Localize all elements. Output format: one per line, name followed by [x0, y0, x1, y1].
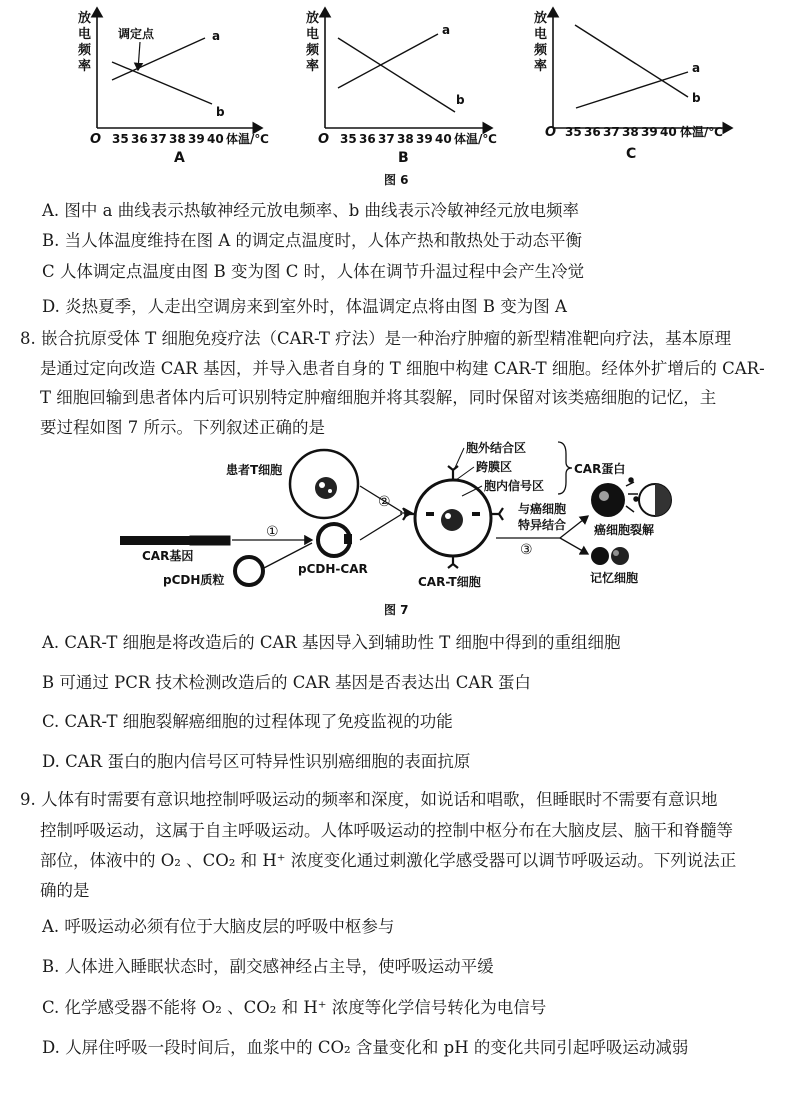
- origin-label: O: [545, 125, 557, 140]
- y-label-char: 电: [306, 27, 320, 42]
- origin-label: O: [90, 132, 102, 147]
- tick-label: 35: [565, 125, 582, 139]
- transmembrane-label: 跨膜区: [476, 460, 513, 474]
- x-axis-label: 体温/℃: [454, 132, 497, 146]
- set-point-label: 调定点: [118, 27, 155, 41]
- q9-stem-line: 控制呼吸运动，这属于自主呼吸运动。人体呼吸运动的控制中枢分布在大脑皮层、脑干和脊髓等: [40, 821, 733, 840]
- figure-6: [0, 0, 800, 190]
- set-point-arrow: [138, 42, 140, 70]
- y-label-char: 电: [534, 27, 548, 42]
- q8-stem-line: T 细胞回输到患者体内后可识别特定肿瘤细胞并将其裂解，同时保留对该类癌细胞的记忆，主: [40, 388, 717, 407]
- y-label-char: 率: [306, 59, 320, 74]
- tick-label: 38: [622, 125, 639, 139]
- q8-stem-line: 是通过定向改造 CAR 基因，并导入患者自身的 T 细胞中构建 CAR-T 细胞。经体外扩增后的 CAR-: [40, 359, 765, 378]
- figure-6-caption: 图 6: [384, 173, 409, 187]
- panel-b: [306, 8, 497, 166]
- curve-a: [576, 72, 688, 108]
- tick-label: 40: [660, 125, 677, 139]
- q8-option-d: D. CAR 蛋白的胞内信号区可特异性识别癌细胞的表面抗原: [42, 752, 471, 771]
- curve-a-label: a: [692, 61, 701, 75]
- tick-label: 40: [207, 132, 224, 146]
- car-t-on-cancer: [591, 483, 625, 517]
- panel-label: B: [398, 150, 409, 166]
- y-label-char: 率: [78, 59, 92, 74]
- nucleus: [315, 477, 337, 499]
- tick-label: 37: [603, 125, 620, 139]
- memory-cell: [591, 547, 609, 565]
- q9-option-d: D. 人屏住呼吸一段时间后，血浆中的 CO₂ 含量变化和 pH 的变化共同引起呼吸运动减弱: [42, 1038, 689, 1057]
- tick-label: 36: [359, 132, 376, 146]
- tick-label: 39: [416, 132, 433, 146]
- y-label-char: 放: [78, 11, 92, 26]
- q8-stem-line: 8. 嵌合抗原受体 T 细胞免疫疗法（CAR-T 疗法）是一种治疗肿瘤的新型精准靶向疗法，基本原理: [20, 329, 732, 348]
- tick-label: 39: [641, 125, 658, 139]
- q8-option-c: C. CAR-T 细胞裂解癌细胞的过程体现了免疫监视的功能: [42, 712, 453, 731]
- intracellular-label: 胞内信号区: [484, 479, 545, 493]
- tick-label: 37: [150, 132, 167, 146]
- step-1: ①: [266, 524, 279, 540]
- tick-label: 37: [378, 132, 395, 146]
- lysis-label: 癌细胞裂解: [594, 523, 655, 537]
- tick-label: 36: [584, 125, 601, 139]
- curve-a: [112, 38, 205, 80]
- tick-label: 35: [340, 132, 357, 146]
- q8-stem-line: 要过程如图 7 所示。下列叙述正确的是: [40, 418, 325, 437]
- car-protein-label: CAR蛋白: [574, 462, 626, 476]
- q9-stem-line: 确的是: [40, 881, 90, 900]
- q9-stem-line: 部位，体液中的 O₂ 、CO₂ 和 H⁺ 浓度变化通过刺激化学感受器可以调节呼吸运动。下列说法正: [40, 851, 737, 870]
- curve-b: [112, 62, 212, 104]
- tick-label: 38: [169, 132, 186, 146]
- tick-label: 39: [188, 132, 205, 146]
- tick-label: 38: [397, 132, 414, 146]
- q7-option-b: B. 当人体温度维持在图 A 的调定点温度时，人体产热和散热处于动态平衡: [42, 231, 583, 250]
- panel-label: A: [174, 150, 185, 166]
- plasmid-label: pCDH质粒: [163, 573, 225, 587]
- memory-cell-label: 记忆细胞: [590, 571, 639, 585]
- tick-label: 36: [131, 132, 148, 146]
- figure-7: [0, 436, 800, 626]
- y-label-char: 频: [534, 43, 548, 58]
- curve-b: [575, 25, 688, 97]
- curve-a-label: a: [442, 23, 451, 37]
- y-label-char: 频: [306, 43, 320, 58]
- q9-stem-line: 9. 人体有时需要有意识地控制呼吸运动的频率和深度，如说话和唱歌，但睡眠时不需要有意识地: [20, 790, 718, 809]
- y-label-char: 放: [306, 11, 320, 26]
- origin-label: O: [318, 132, 330, 147]
- q9-option-b: B. 人体进入睡眠状态时，副交感神经占主导，使呼吸运动平缓: [42, 957, 494, 976]
- x-axis-label: 体温/℃: [680, 125, 723, 139]
- car-gene-label: CAR基因: [142, 549, 194, 563]
- y-label-char: 频: [78, 43, 92, 58]
- step-2: ②: [378, 494, 391, 510]
- y-label-char: 率: [534, 59, 548, 74]
- panel-c: [534, 8, 732, 162]
- curve-a-label: a: [212, 29, 221, 43]
- brace: [558, 442, 572, 494]
- curve-b-label: b: [456, 93, 465, 107]
- y-label-char: 电: [78, 27, 92, 42]
- patient-t-cell-label: 患者T细胞: [226, 463, 283, 477]
- panel-a: [78, 8, 269, 166]
- q7-option-a: A. 图中 a 曲线表示热敏神经元放电频率、b 曲线表示冷敏神经元放电频率: [42, 201, 580, 220]
- q8-option-b: B 可通过 PCR 技术检测改造后的 CAR 基因是否表达出 CAR 蛋白: [42, 673, 531, 692]
- curve-b-label: b: [216, 105, 225, 119]
- y-label-char: 放: [534, 11, 548, 26]
- q9-option-a: A. 呼吸运动必须有位于大脑皮层的呼吸中枢参与: [42, 917, 395, 936]
- figure-7-caption: 图 7: [384, 603, 409, 617]
- extracellular-label: 胞外结合区: [466, 441, 527, 455]
- x-axis-label: 体温/℃: [226, 132, 269, 146]
- curve-a: [338, 34, 438, 88]
- binding-label: 特异结合: [518, 518, 567, 532]
- q8-option-a: A. CAR-T 细胞是将改造后的 CAR 基因导入到辅助性 T 细胞中得到的重组细胞: [42, 633, 621, 652]
- curve-b-label: b: [692, 91, 701, 105]
- recombinant-label: pCDH-CAR: [298, 562, 368, 576]
- tick-label: 35: [112, 132, 129, 146]
- q7-option-c: C 人体调定点温度由图 B 变为图 C 时，人体在调节升温过程中会产生冷觉: [42, 262, 585, 281]
- pcdh-plasmid: [235, 557, 263, 585]
- step-3: ③: [520, 542, 533, 558]
- q9-option-c: C. 化学感受器不能将 O₂ 、CO₂ 和 H⁺ 浓度等化学信号转化为电信号: [42, 998, 547, 1017]
- panel-label: C: [626, 146, 637, 162]
- curve-b: [338, 38, 455, 112]
- car-t-cell-label: CAR-T细胞: [418, 575, 481, 589]
- q7-option-d: D. 炎热夏季，人走出空调房来到室外时，体温调定点将由图 B 变为图 A: [42, 297, 567, 316]
- tick-label: 40: [435, 132, 452, 146]
- binding-label: 与癌细胞: [518, 502, 567, 516]
